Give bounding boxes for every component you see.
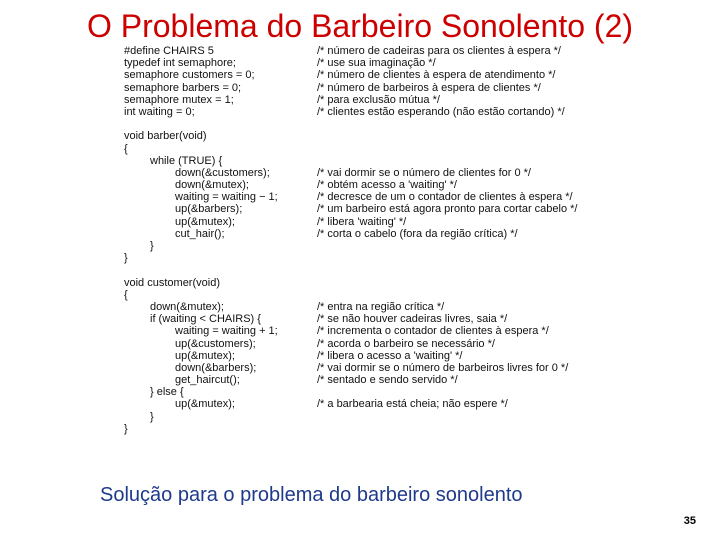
code-line [124, 94, 604, 106]
code-comment: /* sentado e sendo servido */ [317, 374, 458, 387]
code-line [124, 191, 604, 203]
code-comment: /* obtém acesso a 'waiting' */ [317, 179, 457, 192]
code-line [124, 179, 604, 191]
code-line [124, 240, 604, 252]
code-statement: void barber(void) [124, 130, 207, 143]
code-line [124, 106, 604, 118]
code-line [124, 130, 604, 142]
code-statement: down(&mutex); [150, 300, 224, 313]
code-line [124, 374, 604, 386]
code-statement: semaphore barbers = 0; [124, 81, 242, 94]
code-comment: /* se não houver cadeiras livres, saia */ [317, 313, 508, 326]
slide-title: O Problema do Barbeiro Sonolento (2) [86, 8, 634, 44]
code-line [124, 325, 604, 337]
code-statement: waiting = waiting + 1; [175, 325, 278, 338]
code-line [124, 350, 604, 362]
code-comment: /* libera o acesso a 'waiting' */ [317, 349, 463, 362]
code-comment: /* use sua imaginação */ [317, 57, 436, 70]
code-comment: /* corta o cabelo (fora da região crítica) */ [317, 227, 518, 240]
code-statement: up(&mutex); [175, 215, 235, 228]
code-line [124, 423, 604, 435]
code-statement: { [124, 288, 128, 301]
code-statement: } else { [150, 386, 184, 399]
code-statement: int waiting = 0; [124, 105, 195, 118]
code-line [124, 252, 604, 264]
code-listing [124, 45, 604, 435]
code-comment: /* incrementa o contador de clientes à espera */ [317, 325, 549, 338]
code-comment: /* libera 'waiting' */ [317, 215, 407, 228]
code-comment: /* número de cadeiras para os clientes à espera */ [317, 45, 561, 57]
code-statement: up(&mutex); [175, 398, 235, 411]
code-comment: /* um barbeiro está agora pronto para cortar cabelo */ [317, 203, 578, 216]
code-statement: void customer(void) [124, 276, 220, 289]
code-statement: { [124, 142, 128, 155]
code-comment: /* clientes estão esperando (não estão cortando) */ [317, 105, 565, 118]
page-number: 35 [683, 515, 696, 527]
code-line [124, 45, 604, 57]
code-statement: cut_hair(); [175, 227, 225, 240]
code-comment: /* vai dormir se o número de clientes for 0 */ [317, 166, 531, 179]
code-line [124, 82, 604, 94]
code-comment: /* a barbearia está cheia; não espere */ [317, 398, 508, 411]
code-statement: down(&customers); [175, 166, 270, 179]
code-line [124, 386, 604, 398]
code-line [124, 313, 604, 325]
code-line [124, 398, 604, 410]
code-statement: } [150, 410, 154, 423]
code-statement: } [150, 240, 154, 252]
code-statement: } [124, 252, 128, 265]
code-line [124, 203, 604, 215]
code-line [124, 264, 604, 276]
code-line [124, 362, 604, 374]
code-comment: /* para exclusão mútua */ [317, 93, 440, 106]
code-comment: /* vai dormir se o número de barbeiros livres for 0 */ [317, 361, 569, 374]
code-line [124, 69, 604, 81]
code-line [124, 411, 604, 423]
code-statement: up(&customers); [175, 337, 256, 350]
code-line [124, 57, 604, 69]
code-line [124, 289, 604, 301]
code-statement: typedef int semaphore; [124, 57, 236, 70]
code-statement: down(&barbers); [175, 361, 257, 374]
code-statement: down(&mutex); [175, 179, 249, 192]
code-statement: if (waiting < CHAIRS) { [150, 313, 261, 326]
code-comment: /* decresce de um o contador de clientes à espera */ [317, 191, 573, 204]
code-line [124, 155, 604, 167]
code-statement: #define CHAIRS 5 [124, 45, 214, 57]
code-comment: /* acorda o barbeiro se necessário */ [317, 337, 495, 350]
code-statement: semaphore customers = 0; [124, 69, 255, 82]
code-line [124, 228, 604, 240]
code-comment: /* número de barbeiros à espera de clientes */ [317, 81, 541, 94]
code-statement: waiting = waiting − 1; [175, 191, 278, 204]
code-line [124, 167, 604, 179]
code-line [124, 301, 604, 313]
code-statement: up(&barbers); [175, 203, 243, 216]
code-line [124, 118, 604, 130]
slide-caption: Solução para o problema do barbeiro sonolento [100, 484, 523, 506]
code-line [124, 277, 604, 289]
code-comment: /* número de clientes à espera de atendimento */ [317, 69, 556, 82]
code-line [124, 143, 604, 155]
code-statement: while (TRUE) { [150, 154, 223, 167]
code-statement: } [124, 422, 128, 435]
code-line [124, 338, 604, 350]
code-statement: semaphore mutex = 1; [124, 93, 234, 106]
code-statement: up(&mutex); [175, 349, 235, 362]
code-comment: /* entra na região crítica */ [317, 300, 445, 313]
code-line [124, 216, 604, 228]
code-statement: get_haircut(); [175, 374, 240, 387]
